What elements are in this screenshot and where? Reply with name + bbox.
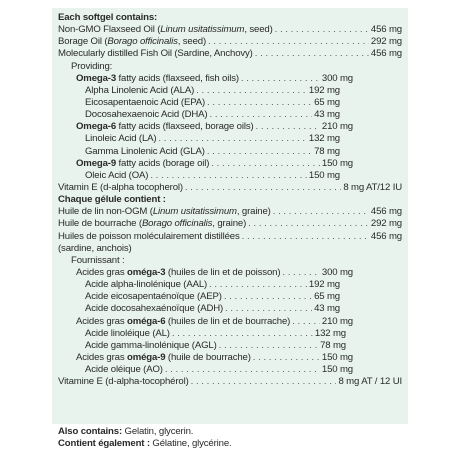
leader-dots: [196, 85, 307, 97]
leader-dots: [191, 376, 337, 388]
leader-dots: [165, 364, 320, 376]
fr-agl-label: Acide gamma-linolénique (AGL): [85, 339, 217, 351]
en-omega3-label: Omega-3 fatty acids (flaxseed, fish oils): [76, 72, 239, 84]
leader-dots: [207, 97, 312, 109]
also-contains-en: Also contains: Gelatin, glycerin.: [58, 426, 194, 437]
leader-dots: [185, 182, 341, 194]
fr-flax-label: Huile de lin non-OGM (Linum usitatissimum, graine): [58, 206, 271, 218]
en-providing: Providing:: [71, 60, 113, 72]
fr-omega9-value: 150 mg: [321, 351, 353, 363]
fr-agl-row: [58, 340, 402, 352]
supplement-facts-panel: [52, 8, 408, 424]
en-la-value: 132 mg: [308, 133, 340, 145]
fr-omega3-row: [58, 267, 402, 279]
fr-vite-row: [58, 376, 402, 388]
fr-vite-label: Vitamine E (d-alpha-tocophérol): [58, 376, 189, 388]
leader-dots: [211, 158, 320, 170]
en-epa-value: 65 mg: [314, 96, 340, 108]
en-omega6-value: 210 mg: [321, 121, 353, 133]
leader-dots: [273, 206, 369, 218]
leader-dots: [256, 121, 320, 133]
fr-omega3-label: Acides gras oméga-3 (huiles de lin et de poisson): [76, 266, 281, 278]
en-ala-label: Alpha Linolenic Acid (ALA): [85, 84, 195, 96]
leader-dots: [208, 36, 369, 48]
fr-ao-value: 150 mg: [321, 364, 353, 376]
leader-dots: [207, 146, 312, 158]
en-fish-row: [58, 48, 402, 60]
en-gla-label: Gamma Linolenic Acid (GLA): [85, 145, 205, 157]
fr-aal-value: 192 mg: [308, 279, 340, 291]
fr-omega9-label: Acides gras oméga-9 (huile de bourrache): [76, 351, 251, 363]
en-flax-value: 456 mg: [370, 24, 402, 36]
en-borage-label: Borage Oil (Borago officinalis, seed): [58, 36, 207, 48]
fr-ao-row: [58, 364, 402, 376]
fr-ao-label: Acide oléique (AO): [85, 364, 163, 376]
leader-dots: [282, 267, 320, 279]
en-heading: Each softgel contains:: [58, 12, 158, 23]
fr-flax-row: [58, 206, 402, 218]
en-dha-value: 43 mg: [314, 109, 340, 121]
leader-dots: [219, 340, 318, 352]
fr-omega6-row: [58, 316, 402, 328]
leader-dots: [209, 279, 307, 291]
fr-omega6-value: 210 mg: [321, 315, 353, 327]
leader-dots: [150, 170, 307, 182]
en-borage-row: [58, 36, 402, 48]
fr-aep-row: [58, 291, 402, 303]
fr-borage-row: [58, 218, 402, 230]
en-gla-value: 78 mg: [314, 145, 340, 157]
en-oa-value: 150 mg: [308, 169, 340, 181]
leader-dots: [241, 73, 320, 85]
en-omega9-value: 150 mg: [321, 157, 353, 169]
en-omega6-label: Omega-6 fatty acids (flaxseed, borage oils): [76, 121, 254, 133]
en-ala-row: [58, 85, 402, 97]
leader-dots: [225, 303, 312, 315]
fr-borage-value: 292 mg: [370, 218, 402, 230]
en-dha-label: Docosahexaenoic Acid (DHA): [85, 109, 208, 121]
fr-fish-value: 456 mg: [370, 230, 402, 242]
en-vite-value: 8 mg AT/12 IU: [343, 181, 402, 193]
fr-omega3-value: 300 mg: [321, 266, 353, 278]
en-ala-value: 192 mg: [308, 84, 340, 96]
fr-flax-value: 456 mg: [370, 206, 402, 218]
fr-vite-value: 8 mg AT / 12 UI: [338, 376, 402, 388]
en-vite-label: Vitamin E (d-alpha tocopherol): [58, 181, 183, 193]
fr-adh-label: Acide docosahexaénoïque (ADH): [85, 303, 224, 315]
leader-dots: [158, 133, 306, 145]
en-flax-row: [58, 24, 402, 36]
en-la-row: [58, 133, 402, 145]
also-contains-fr: Contient également : Gélatine, glycérine.: [58, 438, 232, 449]
fr-adh-row: [58, 303, 402, 315]
en-fish-value: 456 mg: [370, 48, 402, 60]
fr-agl-value: 78 mg: [320, 339, 346, 351]
fr-aep-label: Acide eicosapentaénoïque (AEP): [85, 291, 222, 303]
en-omega9-label: Omega-9 fatty acids (borage oil): [76, 157, 210, 169]
fr-fish-label: Huiles de poisson moléculairement distillées: [58, 230, 240, 242]
leader-dots: [242, 231, 369, 243]
leader-dots: [275, 24, 369, 36]
en-gla-row: [58, 146, 402, 158]
fr-al-label: Acide linoléique (AL): [85, 327, 170, 339]
en-epa-label: Eicosapentaenoic Acid (EPA): [85, 96, 206, 108]
other-ingredients: [58, 426, 232, 450]
fr-fish-row: [58, 231, 402, 243]
fr-omega6-label: Acides gras oméga-6 (huiles de lin et de bourrache): [76, 315, 291, 327]
leader-dots: [224, 291, 312, 303]
en-dha-row: [58, 109, 402, 121]
en-flax-label: Non-GMO Flaxseed Oil (Linum usitatissimum, seed): [58, 24, 273, 36]
en-fish-label: Molecularly distilled Fish Oil (Sardine, Anchovy): [58, 48, 253, 60]
en-vite-row: [58, 182, 402, 194]
fr-aal-row: [58, 279, 402, 291]
en-omega3-value: 300 mg: [321, 72, 353, 84]
fr-al-value: 132 mg: [314, 327, 346, 339]
fr-borage-label: Huile de bourrache (Borago officinalis, graine): [58, 218, 247, 230]
fr-adh-value: 43 mg: [314, 303, 340, 315]
leader-dots: [248, 218, 369, 230]
fr-fish-label-cont: (sardine, anchois): [58, 242, 132, 254]
en-omega6-row: [58, 121, 402, 133]
leader-dots: [253, 352, 320, 364]
leader-dots: [255, 48, 369, 60]
fr-aep-value: 65 mg: [314, 291, 340, 303]
en-omega9-row: [58, 158, 402, 170]
en-la-label: Linoleic Acid (LA): [85, 133, 157, 145]
en-epa-row: [58, 97, 402, 109]
en-oa-label: Oleic Acid (OA): [85, 169, 149, 181]
en-borage-value: 292 mg: [370, 36, 402, 48]
fr-providing: Fournissant :: [71, 254, 125, 266]
en-omega3-row: [58, 73, 402, 85]
fr-omega9-row: [58, 352, 402, 364]
leader-dots: [292, 316, 320, 328]
leader-dots: [172, 328, 313, 340]
leader-dots: [209, 109, 312, 121]
fr-al-row: [58, 328, 402, 340]
fr-heading: Chaque gélule contient :: [58, 194, 166, 206]
fr-aal-label: Acide alpha-linolénique (AAL): [85, 279, 208, 291]
en-oa-row: [58, 170, 402, 182]
